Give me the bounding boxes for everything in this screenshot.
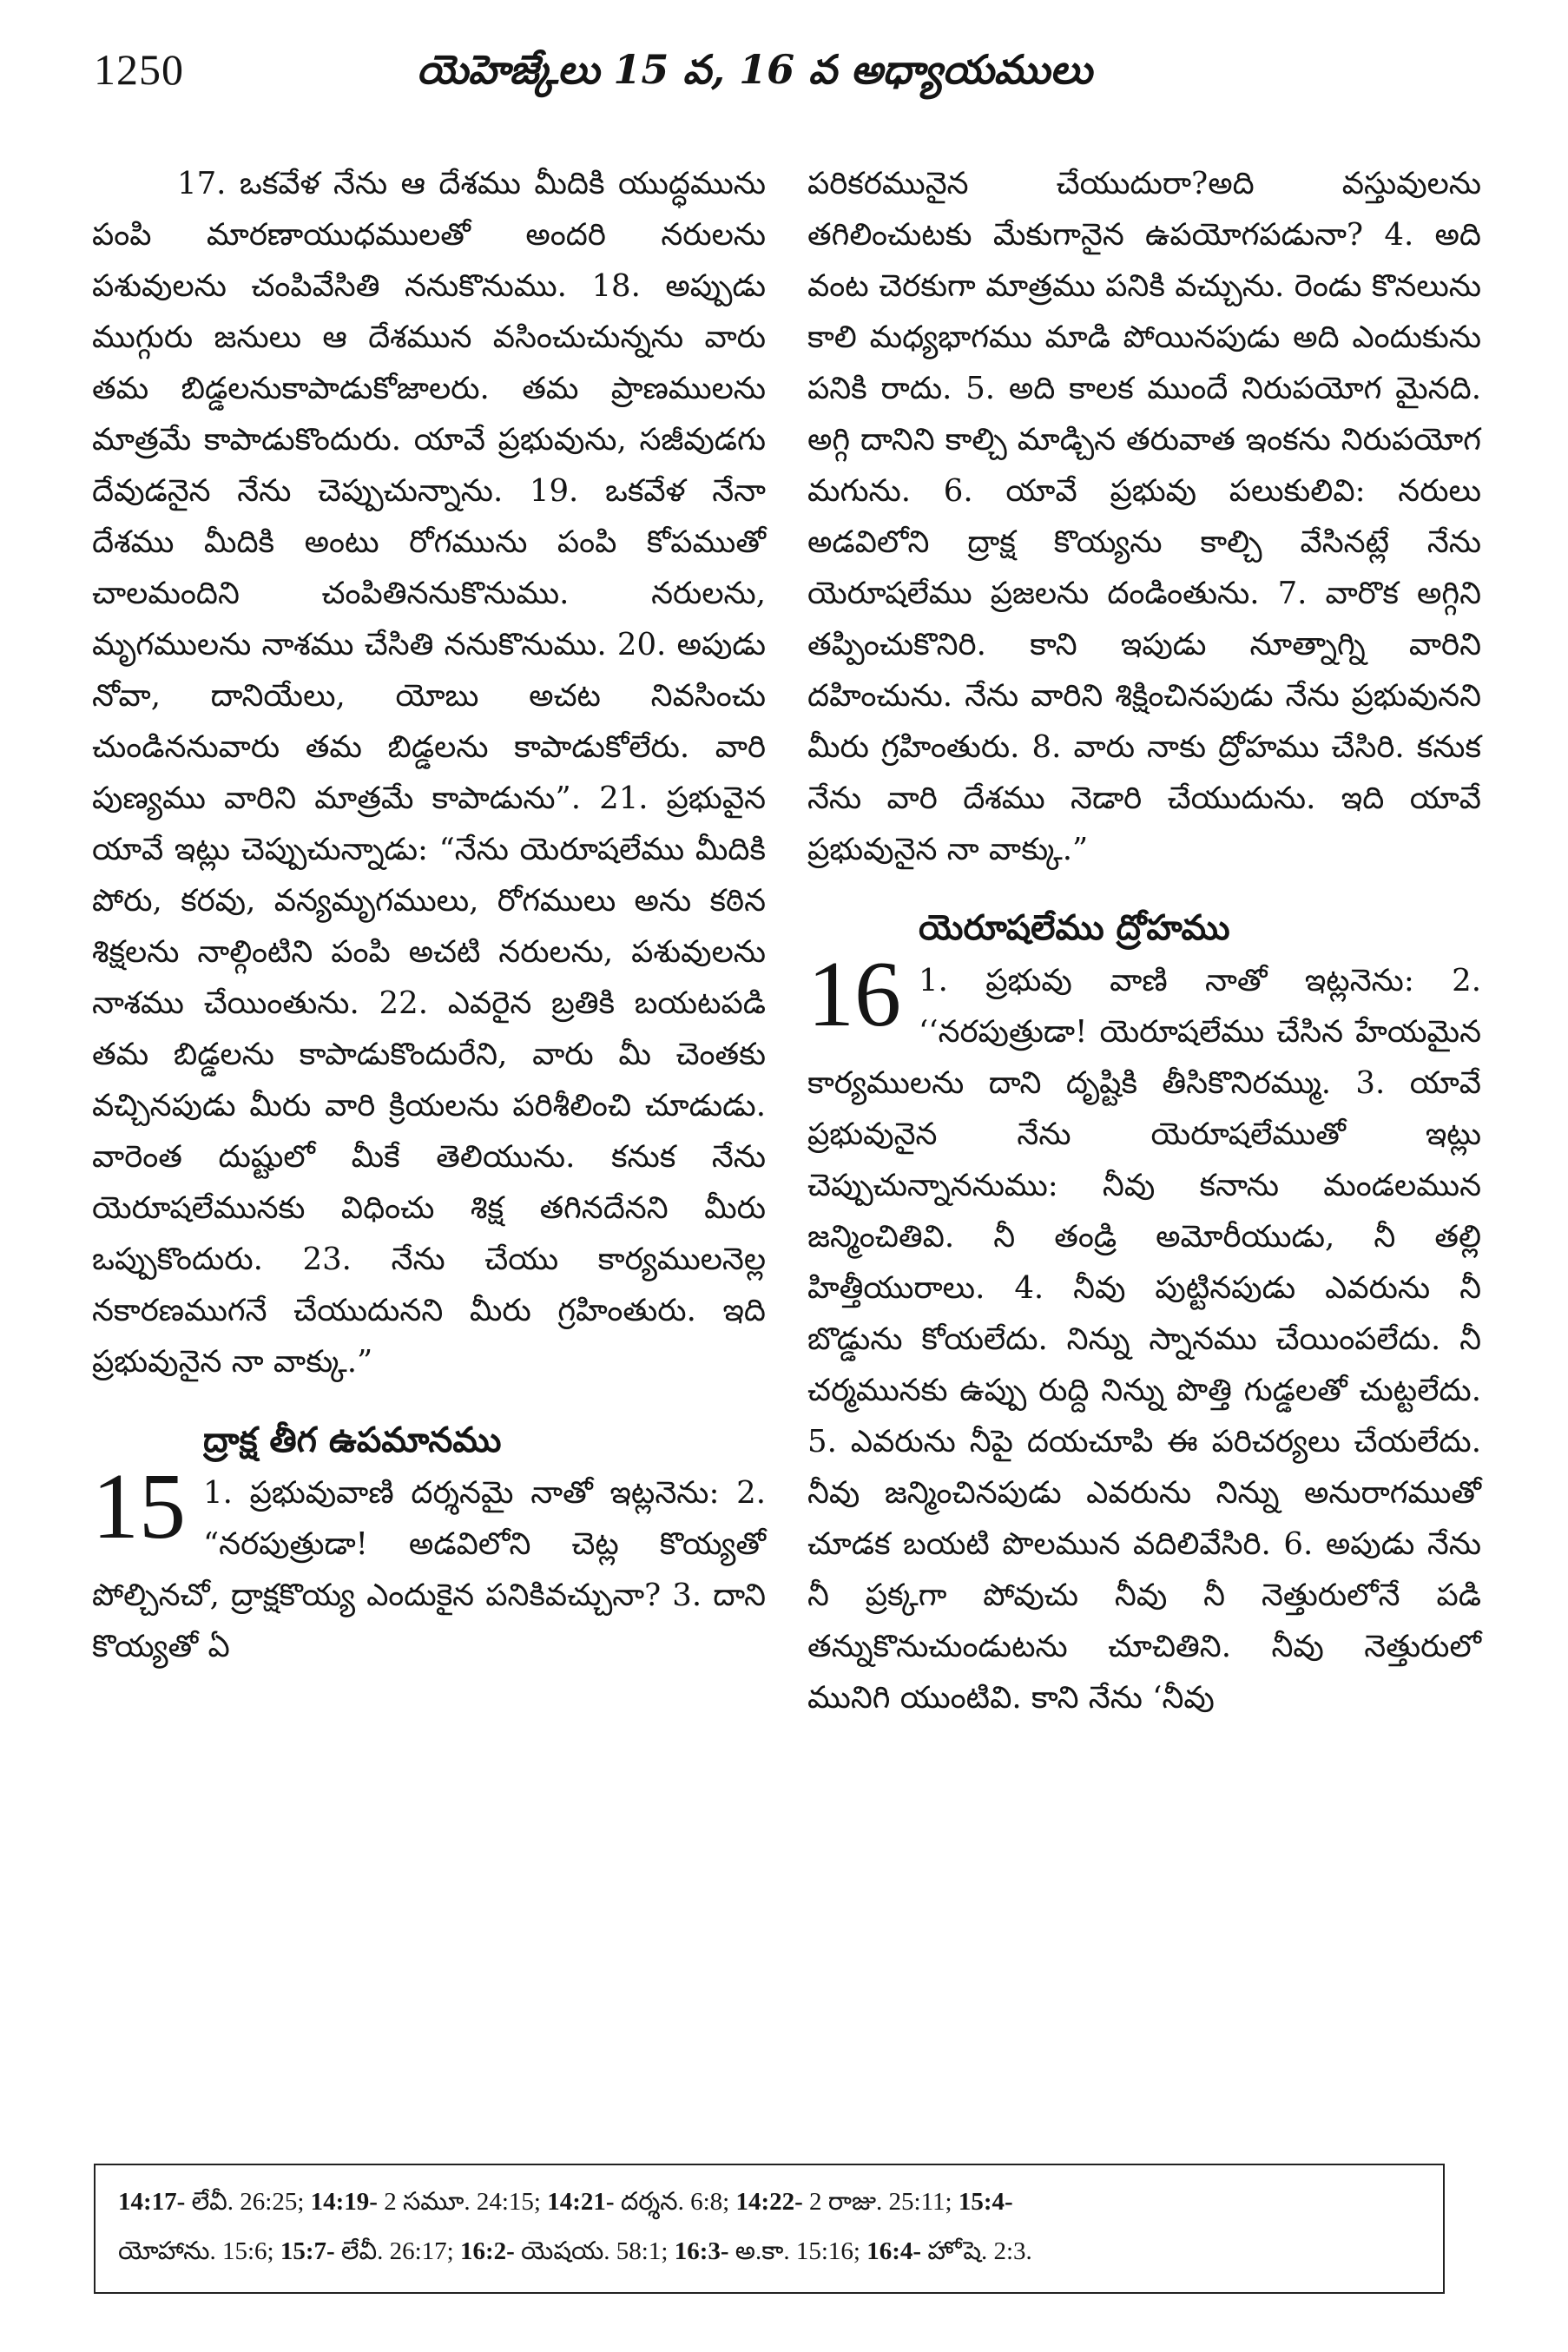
cross-reference-verse: 14:22- — [735, 2188, 803, 2216]
cross-reference — [118, 2237, 274, 2265]
cross-reference — [118, 2188, 304, 2216]
cross-reference-verse: 14:17- — [118, 2188, 186, 2216]
chapter-16 — [807, 901, 1481, 1723]
cross-reference — [866, 2237, 1032, 2265]
page-number: 1250 — [94, 45, 184, 94]
cross-reference — [280, 2237, 454, 2265]
cross-reference-target: యెషయ. 58:1; — [514, 2237, 669, 2265]
cross-reference-target: 2 రాజు. 25:11; — [802, 2188, 952, 2216]
cross-reference-target: దర్శన. 6:8; — [614, 2188, 730, 2216]
chapter-15-heading: ద్రాక్ష తీగ ఉపమానము — [203, 1420, 502, 1460]
running-head: యెహెజ్కేలు 15 వ, 16 వ అధ్యాయములు — [417, 46, 1092, 93]
cross-reference-verse: 16:4- — [866, 2237, 922, 2265]
cross-reference-verse: 16:3- — [674, 2237, 729, 2265]
cross-reference — [311, 2188, 541, 2216]
chapter-number-16: 16 — [807, 943, 901, 1046]
cross-reference — [959, 2188, 1013, 2216]
right-column — [807, 158, 1481, 1723]
cross-reference-target: యోహాను. 15:6; — [118, 2237, 274, 2265]
cross-reference-target: లేవీ. 26:17; — [334, 2237, 454, 2265]
cross-reference-target: అ.కా. 15:16; — [728, 2237, 860, 2265]
cross-reference-verse: 14:21- — [547, 2188, 615, 2216]
cross-reference-verse: 15:7- — [280, 2237, 335, 2265]
cross-reference — [460, 2237, 668, 2265]
cross-reference — [675, 2237, 860, 2265]
chapter-15 — [92, 1413, 766, 1672]
chapter-16-text: 1. ప్రభువు వాణి నాతో ఇట్లనెను: 2. ‘‘నరపుత్రుడా! యెరూషలేము చేసిన హేయమైన కార్యములను దాని దృష్టికి తీసికొనిరమ్ము. 3. యావే ప్రభువునైన నేను యెరూషలేముతో ఇట్లు చెప్పుచున్నాననుము: నీవు కనాను మండలమున జన్మించితివి. నీ తండ్రి అమోరీయుడు, నీ తల్లి హిత్తీయురాలు. 4. నీవు పుట్టినపుడు ఎవరును నీ బొడ్డును కోయలేదు. నిన్ను స్నానము చేయింపలేదు. నీ చర్మమునకు ఉప్పు రుద్ది నిన్ను పొత్తి గుడ్డలతో చుట్టలేదు. 5. ఎవరును నీపై దయచూపి ఈ పరిచర్యలు చేయలేదు. నీవు జన్మించినపుడు ఎవరును నిన్ను అనురాగముతో చూడక బయటి పొలమున వదిలివేసిరి. 6. అపుడు నేను నీ ప్రక్కగా పోవుచు నీవు నీ నెత్తురులోనే పడి తన్నుకొనుచుండుటను చూచితిని. నీవు నెత్తురులో మునిగి యుంటివి. కాని నేను ‘నీవు — [807, 963, 1481, 1716]
left-column — [92, 158, 766, 1672]
cross-reference — [735, 2188, 952, 2216]
chapter-14-continuation: 17. ఒకవేళ నేను ఆ దేశము మీదికి యుద్ధమును పంపి మారణాయుధములతో అందరి నరులను పశువులను చంపివేసితి ననుకొనుము. 18. అప్పుడు ముగ్గురు జనులు ఆ దేశమున వసించుచున్నను వారు తమ బిడ్డలనుకాపాడుకోజాలరు. తమ ప్రాణములను మాత్రమే కాపాడుకొందురు. యావే ప్రభువును, సజీవుడగు దేవుడనైన నేను చెప్పుచున్నాను. 19. ఒకవేళ నేనా దేశము మీదికి అంటు రోగమును పంపి కోపముతో చాలమందిని చంపితిననుకొనుము. నరులను, మృగములను నాశము చేసితి ననుకొనుము. 20. అపుడు నోవా, దానియేలు, యోబు అచట నివసించు చుండిననువారు తమ బిడ్డలను కాపాడుకోలేరు. వారి పుణ్యము వారిని మాత్రమే కాపాడును”. 21. ప్రభువైన యావే ఇట్లు చెప్పుచున్నాడు: “నేను యెరూషలేము మీదికి పోరు, కరవు, వన్యమృగములు, రోగములు అను కఠిన శిక్షలను నాల్గింటిని పంపి అచటి నరులను, పశువులను నాశము చేయింతును. 22. ఎవరైన బ్రతికి బయటపడి తమ బిడ్డలను కాపాడుకొందురేని, వారు మీ చెంతకు వచ్చినపుడు మీరు వారి క్రియలను పరిశీలించి చూడుడు. వారెంత దుష్టులో మీకే తెలియును. కనుక నేను యెరూషలేమునకు విధించు శిక్ష తగినదేనని మీరు ఒప్పుకొందురు. 23. నేను చేయు కార్యములనెల్ల నకారణముగనే చేయుదునని మీరు గ్రహింతురు. ఇది ప్రభువునైన నా వాక్కు.” — [92, 166, 766, 1380]
chapter-15-text: 1. ప్రభువువాణి దర్శనమై నాతో ఇట్లనెను: 2. “నరపుత్రుడా! అడవిలోని చెట్ల కొయ్యతో పోల్చినచో, ద్రాక్షకొయ్య ఎందుకైన పనికివచ్చునా? 3. దాని కొయ్యతో ఏ — [92, 1475, 766, 1664]
chapter-number-15: 15 — [92, 1455, 186, 1558]
cross-reference-target: లేవీ. 26:25; — [185, 2188, 305, 2216]
cross-reference-verse: 14:19- — [310, 2188, 378, 2216]
cross-reference-verse: 15:4- — [958, 2188, 1013, 2216]
chapter-15-continuation: పరికరమునైన చేయుదురా?అది వస్తువులను తగిలించుటకు మేకుగానైన ఉపయోగపడునా? 4. అది వంట చెరకుగా మాత్రము పనికి వచ్చును. రెండు కొనలును కాలి మధ్యభాగము మాడి పోయినపుడు అది ఎందుకును పనికి రాదు. 5. అది కాలక ముందే నిరుపయోగ మైనది. అగ్గి దానిని కాల్చి మాడ్చిన తరువాత ఇంకను నిరుపయోగ మగును. 6. యావే ప్రభువు పలుకులివి: నరులు అడవిలోని ద్రాక్ష కొయ్యను కాల్చి వేసినట్లే నేను యెరూషలేము ప్రజలను దండింతును. 7. వారొక అగ్గిని తప్పించుకొనిరి. కాని ఇపుడు నూత్నాగ్ని వారిని దహించును. నేను వారిని శిక్షించినపుడు నేను ప్రభువునని మీరు గ్రహింతురు. 8. వారు నాకు ద్రోహము చేసిరి. కనుక నేను వారి దేశము నెడారి చేయుదును. ఇది యావే ప్రభువునైన నా వాక్కు.” — [807, 166, 1481, 867]
cross-reference-target: హోషె. 2:3. — [921, 2237, 1032, 2265]
cross-reference-verse: 16:2- — [459, 2237, 515, 2265]
cross-references-box — [94, 2164, 1445, 2294]
cross-reference-target: 2 సమూ. 24:15; — [377, 2188, 541, 2216]
cross-reference — [547, 2188, 729, 2216]
chapter-16-heading: యెరూషలేము ద్రోహము — [919, 907, 1230, 948]
